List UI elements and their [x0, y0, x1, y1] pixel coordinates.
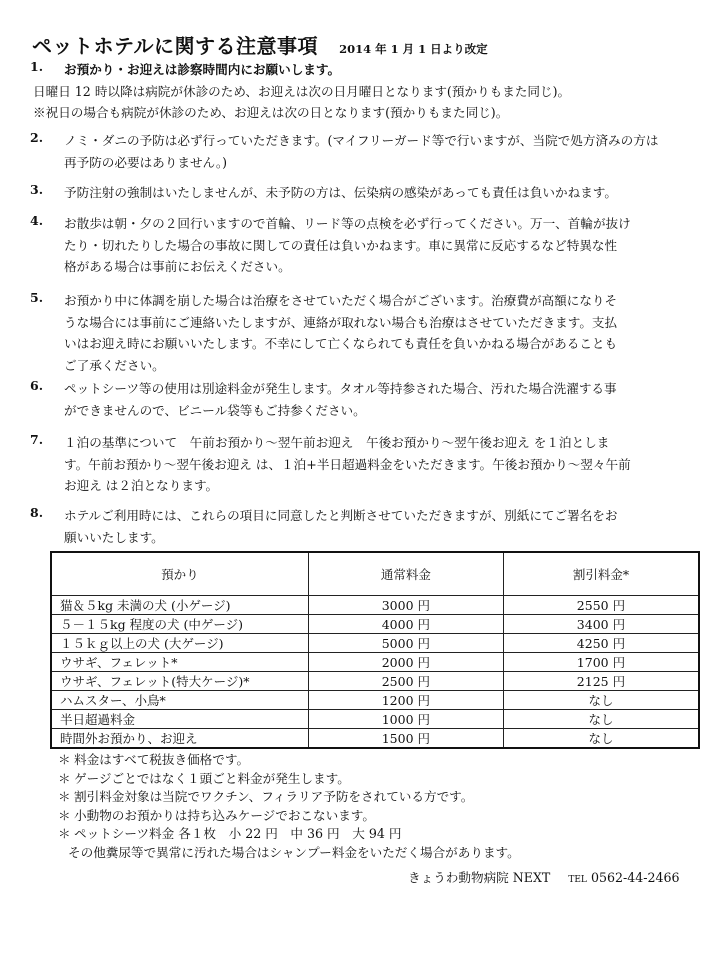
table-row — [51, 653, 699, 672]
note-item: ＊ ペットシーツ料金 各１枚 小 22 円 中 36 円 大 94 円 — [58, 825, 698, 844]
item-number: 3. — [30, 182, 44, 197]
item-line: １泊の基準について 午前お預かり～翌午前お迎え 午後お預かり～翌午後お迎え を１泊としま — [64, 435, 610, 450]
item-line: ホテルご利用時には、これらの項目に同意したと判断させていただきますが、別紙にてご署名をお — [64, 508, 618, 523]
table-cell-regular: 5000 円 — [308, 634, 503, 653]
table-row — [51, 729, 699, 749]
item-number: 2. — [30, 130, 44, 145]
table-cell-service: 半日超過料金 — [51, 710, 308, 729]
item-line: 再予防の必要はありません。) — [64, 154, 228, 170]
table-cell-service: 時間外お預かり、お迎え — [51, 729, 308, 749]
item-line: ご了承ください。 — [64, 357, 165, 373]
item-line: ノミ・ダニの予防は必ず行っていただきます。(マイフリーガード等で行いますが、当院で処方済みの方は — [64, 133, 659, 148]
table-cell-discount: なし — [503, 691, 699, 710]
table-cell-regular: 4000 円 — [308, 615, 503, 634]
table-header-row — [51, 552, 699, 596]
item-text — [64, 378, 694, 421]
table-cell-discount: 2125 円 — [503, 672, 699, 691]
table-cell-regular: 2000 円 — [308, 653, 503, 672]
table-row — [51, 615, 699, 634]
table-row — [51, 710, 699, 729]
table-row — [51, 596, 699, 615]
note-item: ＊ 料金はすべて税抜き価格です。 — [58, 751, 698, 770]
item-line: お預かり・お迎えは診察時間内にお願いします。 — [64, 62, 341, 77]
table-cell-regular: 3000 円 — [308, 596, 503, 615]
item-line: たり・切れたりした場合の事故に関しての責任は負いかねます。車に異常に反応するなど特異な性 — [64, 237, 618, 253]
table-cell-regular: 1500 円 — [308, 729, 503, 749]
item-line: いはお迎え時にお願いいたします。不幸にして亡くなられても責任を負いかねる場合があることも — [64, 336, 618, 351]
item-number: 1. — [30, 59, 44, 74]
table-row — [51, 672, 699, 691]
note-item: ＊ ゲージごとではなく１頭ごと料金が発生します。 — [58, 770, 698, 789]
title-row — [32, 30, 692, 59]
item-line: ※祝日の場合も病院が休診のため、お迎えは次の日となります(預かりもまた同じ)。 — [33, 105, 509, 120]
item-text — [64, 130, 694, 173]
item-number: 5. — [30, 290, 44, 305]
item-line: 願いいたします。 — [64, 529, 164, 545]
table-cell-service: ウサギ、フェレット* — [51, 653, 308, 672]
item-line: す。午前お預かり～翌午後お迎え は、１泊+半日超過料金をいただきます。午後お預かり～翌々午前 — [64, 456, 631, 472]
item-line: 格がある場合は事前にお伝えください。 — [64, 259, 291, 274]
clinic-phone: 0562-44-2466 — [590, 870, 680, 885]
asterisk-bullet: ＊ — [58, 807, 71, 823]
rate-table — [50, 551, 700, 749]
revision-date: 2014 年 1 月 1 日より改定 — [339, 42, 488, 56]
item-number: 6. — [30, 378, 44, 393]
item-number: 4. — [30, 213, 44, 228]
asterisk-bullet: ＊ — [58, 789, 71, 804]
item-line: お預かり中に体調を崩した場合は治療をさせていただく場合がございます。治療費が高額になりそ — [64, 293, 618, 308]
clinic-footer — [408, 867, 680, 886]
table-cell-discount: なし — [503, 710, 699, 729]
note-item: ＊ 小動物のお預かりは持ち込みケージでおこないます。 — [58, 807, 698, 826]
table-cell-discount: 1700 円 — [503, 653, 699, 672]
table-cell-discount: 3400 円 — [503, 615, 699, 634]
asterisk-bullet: ＊ — [58, 752, 71, 767]
asterisk-bullet: ＊ — [58, 826, 71, 841]
item-line: ペットシーツ等の使用は別途料金が発生します。タオル等持参された場合、汚れた場合洗濯する事 — [64, 381, 617, 396]
table-cell-service: ウサギ、フェレット(特大ケージ)* — [51, 672, 308, 691]
table-cell-service: 猫＆５kg 未満の犬 (小ゲージ) — [51, 596, 308, 615]
item-number: 8. — [30, 505, 44, 520]
table-cell-regular: 1200 円 — [308, 691, 503, 710]
table-cell-service: ハムスター、小鳥* — [51, 691, 308, 710]
table-row — [51, 634, 699, 653]
item-number: 7. — [30, 432, 44, 447]
tel-label: TEL — [568, 875, 587, 885]
column-header-service: 預かり — [51, 552, 308, 596]
item-text — [64, 213, 694, 278]
page-title: ペットホテルに関する注意事項 — [32, 34, 318, 58]
item-line: お迎え は２泊となります。 — [64, 478, 219, 493]
item-line: うな場合には事前にご連絡いたしますが、連絡が取れない場合も治療はさせていただきます。支払 — [64, 314, 618, 330]
asterisk-bullet: ＊ — [58, 770, 71, 786]
item-line: 予防注射の強制はいたしませんが、未予防の方は、伝染病の感染があっても責任は負いかねます。 — [64, 185, 617, 200]
table-cell-discount: 4250 円 — [503, 634, 699, 653]
note-item: ＊ 割引料金対象は当院でワクチン、フィラリア予防をされている方です。 — [58, 788, 698, 807]
table-cell-service: １５ｋｇ以上の犬 (大ゲージ) — [51, 634, 308, 653]
table-row — [51, 691, 699, 710]
table-cell-discount: 2550 円 — [503, 596, 699, 615]
notes-list — [58, 751, 698, 862]
table-cell-service: ５－１５kg 程度の犬 (中ゲージ) — [51, 615, 308, 634]
item-text — [64, 182, 694, 204]
item-text — [64, 59, 694, 81]
clinic-name: きょうわ動物病院 NEXT — [408, 870, 551, 885]
item-text — [64, 290, 694, 376]
item-line: ができませんので、ビニール袋等もご持参ください。 — [64, 402, 366, 418]
item-line: 日曜日 12 時以降は病院が休診のため、お迎えは次の日月曜日となります(預かりもまた同じ)。 — [33, 83, 571, 99]
table-cell-regular: 1000 円 — [308, 710, 503, 729]
column-header-discount-price: 割引料金* — [503, 552, 699, 596]
table-cell-discount: なし — [503, 729, 699, 749]
item-text — [64, 505, 694, 548]
column-header-regular-price: 通常料金 — [308, 552, 503, 596]
note-extra: その他糞尿等で異常に汚れた場合はシャンプー料金をいただく場合があります。 — [68, 844, 520, 860]
table-cell-regular: 2500 円 — [308, 672, 503, 691]
item-line: お散歩は朝・夕の２回行いますので首輪、リード等の点検を必ず行ってください。万一、首輪が抜け — [64, 216, 631, 231]
item-text-continued — [33, 81, 663, 124]
item-text — [64, 432, 694, 497]
